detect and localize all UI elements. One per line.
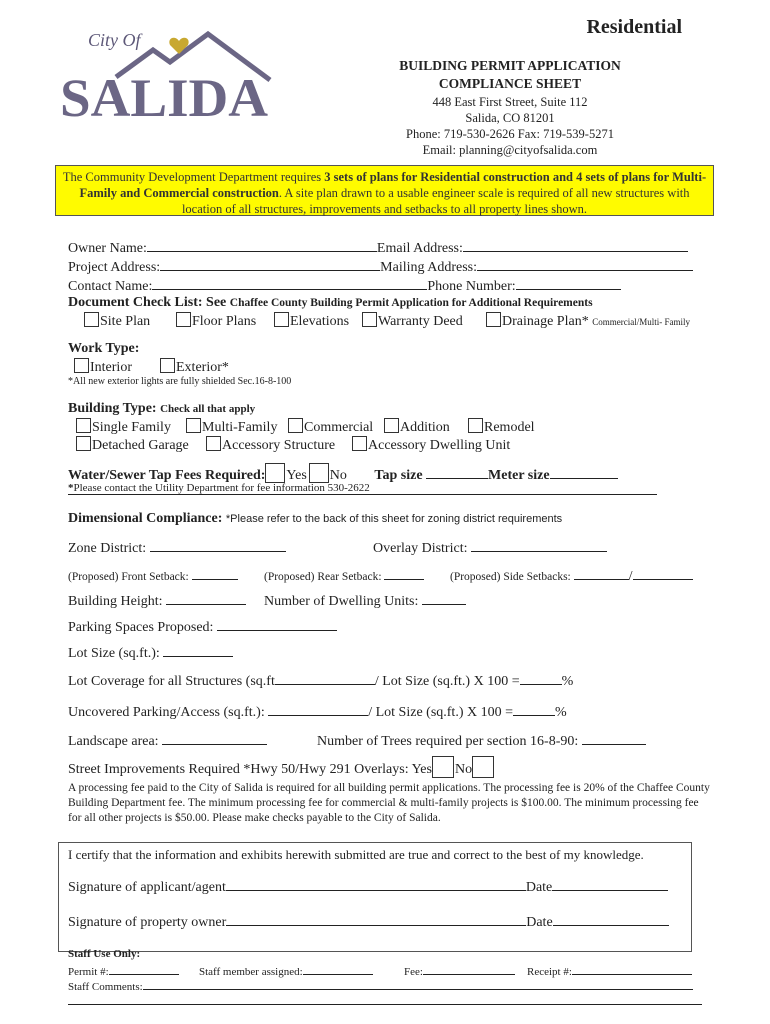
applicant-signature-label: Signature of applicant/agent [68,880,226,895]
permit-number-row [68,963,179,978]
building-height-field[interactable] [166,591,246,605]
front-setback-field[interactable] [192,566,238,580]
staff-comments-line[interactable] [68,1004,702,1005]
contact-name-row [68,276,621,295]
street-improvements-label: Street Improvements Required *Hwy 50/Hwy 291 Overlays: Yes [68,762,432,777]
phone-fax: Phone: 719-530-2626 Fax: 719-539-5271 [406,127,614,141]
checklist-floor-plans[interactable] [176,312,256,330]
email-contact: Email: planning@cityofsalida.com [422,143,598,157]
tap-no-checkbox[interactable] [309,463,329,483]
staff-member-row [199,963,373,978]
project-address-label: Project Address: [68,260,161,275]
commercial-label: Commercial [304,420,374,435]
single-family-checkbox[interactable] [76,418,91,433]
side-setback-slash: / [628,569,633,584]
staff-comments-label: Staff Comments: [68,981,143,993]
building-type-heading [68,401,255,417]
landscape-area-row [68,731,267,750]
checklist-heading-note: Chaffee County Building Permit Application for Additional Requirements [229,297,593,309]
drainage-plan-note: Commercial/Multi- Family [592,317,690,327]
accessory-dwelling-unit-label: Accessory Dwelling Unit [368,438,511,453]
parking-spaces-row [68,617,337,636]
uncovered-parking-field[interactable] [268,702,368,716]
street-improvements-yes-checkbox[interactable] [432,756,454,778]
floor-plans-label: Floor Plans [192,314,257,329]
address-line2: Salida, CO 81201 [465,111,555,125]
work-type-heading: Work Type: [68,341,140,356]
uncovered-parking-label: Uncovered Parking/Access (sq.ft.): [68,705,265,720]
side-setbacks-row [450,566,693,585]
receipt-label: Receipt #: [527,966,572,978]
bt-detached-garage[interactable] [76,436,189,454]
meter-size-label: Meter size [488,468,550,483]
permit-number-label: Permit #: [68,966,109,978]
building-height-label: Building Height: [68,594,163,609]
building-type-label: Building Type: [68,401,157,416]
plans-requirement-notice [55,165,714,216]
bt-accessory-structure[interactable] [206,436,335,454]
building-type-note: Check all that apply [160,403,256,415]
staff-member-field[interactable] [303,963,373,975]
bt-accessory-dwelling-unit[interactable] [352,436,510,454]
overlay-district-row [373,538,607,557]
warranty-deed-label: Warranty Deed [378,314,463,329]
dimensional-heading-label: Dimensional Compliance: [68,511,223,526]
dimensional-compliance-heading [68,511,562,527]
rear-setback-row [264,566,424,583]
commercial-checkbox[interactable] [288,418,303,433]
applicant-date-label: Date [525,880,553,895]
dwelling-units-label: Number of Dwelling Units: [264,594,419,609]
applicant-signature-field[interactable] [226,877,526,891]
email-address-label: Email Address: [376,241,463,256]
address-line1: 448 East First Street, Suite 112 [432,95,588,109]
multi-family-label: Multi-Family [202,420,278,435]
detached-garage-checkbox[interactable] [76,436,91,451]
utility-contact-note [68,482,657,495]
addition-checkbox[interactable] [384,418,399,433]
site-plan-label: Site Plan [100,314,151,329]
tap-no-label: No [329,468,347,483]
lot-coverage-percent-field[interactable] [520,671,562,685]
receipt-row [527,963,692,978]
logo-salida: SALIDA [60,68,268,127]
tap-yes-checkbox[interactable] [265,463,285,483]
email-address-field[interactable] [463,238,688,252]
tap-yes-label: Yes [286,468,307,483]
overlay-district-field[interactable] [471,538,607,552]
lot-coverage-row [68,671,573,690]
document-type: Residential [586,16,682,38]
exterior-label: Exterior* [176,360,229,375]
interior-label: Interior [90,360,132,375]
tap-fees-row [68,463,618,484]
checklist-drainage-plan[interactable] [486,312,690,330]
lot-size-label: Lot Size (sq.ft.): [68,646,160,661]
trees-required-row [317,731,646,750]
accessory-structure-checkbox[interactable] [206,436,221,451]
owner-name-row [68,238,688,257]
project-address-field[interactable] [160,257,380,271]
owner-signature-row [68,912,669,931]
document-checklist-heading [68,295,593,311]
fee-label: Fee: [404,966,423,978]
applicant-signature-row [68,877,668,896]
bt-remodel[interactable] [468,418,535,436]
city-of-salida-logo [58,22,273,127]
exterior-checkbox[interactable] [160,358,175,373]
parking-spaces-label: Parking Spaces Proposed: [68,620,214,635]
staff-comments-field[interactable] [143,978,693,990]
zone-district-label: Zone District: [68,541,147,556]
zone-district-row [68,538,286,557]
bt-addition[interactable] [384,418,450,436]
bt-multi-family[interactable] [186,418,277,436]
side-setback-left-field[interactable] [574,566,629,580]
work-type-interior[interactable] [74,358,132,376]
multi-family-checkbox[interactable] [186,418,201,433]
lot-coverage-field[interactable] [275,671,375,685]
processing-fee-paragraph: A processing fee paid to the City of Salida is required for all building permit applications. The processing fee is 20% of the Chaffee County Building Department fee. The minimum processing fee for commercial & multi-family projects is $100.00. The minimum processing fee for all other projects is $50.00. Please make checks payable to the City of Salida. [68,782,710,824]
staff-comments-row [68,978,693,993]
receipt-field[interactable] [572,963,692,975]
fee-field[interactable] [423,963,515,975]
side-setbacks-label: (Proposed) Side Setbacks: [450,571,571,583]
dwelling-units-row [264,591,466,610]
bt-commercial[interactable] [288,418,373,436]
lot-size-row [68,643,233,662]
parking-spaces-field[interactable] [217,617,337,631]
trees-required-label: Number of Trees required per section 16-8-90: [317,734,579,749]
street-improvements-row [68,756,495,778]
contact-name-label: Contact Name: [68,279,153,294]
meter-size-field[interactable] [550,465,618,479]
notice-text-2: . A site plan drawn to a usable engineer scale is required of all new structures with location of all structures, improvements and setbacks to all property lines shown. [181,186,690,216]
rear-setback-label: (Proposed) Rear Setback: [264,571,382,583]
mailing-address-label: Mailing Address: [380,260,477,275]
drainage-plan-label: Drainage Plan* [502,314,589,329]
tap-size-label: Tap size [374,468,423,483]
owner-signature-label: Signature of property owner [68,915,227,930]
accessory-dwelling-unit-checkbox[interactable] [352,436,367,451]
accessory-structure-label: Accessory Structure [222,438,336,453]
remodel-label: Remodel [484,420,535,435]
project-address-row [68,257,693,276]
site-plan-checkbox[interactable] [84,312,99,327]
detached-garage-label: Detached Garage [92,438,189,453]
notice-bold-text: 3 sets of plans for Residential construction and 4 sets of plans for Multi-Family and Commercial construction [79,170,707,200]
zone-district-field[interactable] [150,538,286,552]
phone-number-field[interactable] [516,276,621,290]
street-improvements-no-checkbox[interactable] [472,756,494,778]
lot-size-field[interactable] [163,643,233,657]
owner-name-label: Owner Name: [68,241,147,256]
interior-checkbox[interactable] [74,358,89,373]
fee-row [404,963,515,978]
owner-date-field[interactable] [553,912,669,926]
front-setback-label: (Proposed) Front Setback: [68,571,189,583]
owner-name-field[interactable] [147,238,377,252]
warranty-deed-checkbox[interactable] [362,312,377,327]
notice-text-1: The Community Development Department requires [62,170,325,184]
uncovered-parking-percent-field[interactable] [513,702,555,716]
tap-fees-label: Water/Sewer Tap Fees Required: [68,468,266,483]
rear-setback-field[interactable] [384,566,424,580]
street-improvements-no-label: No [454,762,473,777]
dwelling-units-field[interactable] [422,591,466,605]
floor-plans-checkbox[interactable] [176,312,191,327]
mailing-address-field[interactable] [477,257,693,271]
checklist-site-plan[interactable] [84,312,150,330]
phone-number-label: Phone Number: [427,279,516,294]
dimensional-heading-note: *Please refer to the back of this sheet for zoning district requirements [225,513,563,525]
uncovered-parking-row [68,702,567,721]
exterior-lights-note: *All new exterior lights are fully shielded Sec.16-8-100 [68,376,292,387]
form-title-line2: COMPLIANCE SHEET [438,76,582,91]
checklist-elevations[interactable] [274,312,349,330]
uncovered-parking-percent-sign: % [554,705,567,720]
elevations-checkbox[interactable] [274,312,289,327]
work-type-exterior[interactable] [160,358,229,376]
front-setback-row [68,566,238,583]
certification-statement: I certify that the information and exhibits herewith submitted are true and correct to the best of my knowledge. [68,847,644,862]
overlay-district-label: Overlay District: [373,541,468,556]
logo-city-of: City Of [88,30,141,50]
elevations-label: Elevations [290,314,350,329]
staff-member-label: Staff member assigned: [199,966,303,978]
utility-note-text: Please contact the Utility Department for fee information 530-2622 [73,482,370,494]
applicant-date-field[interactable] [552,877,668,891]
landscape-area-label: Landscape area: [68,734,159,749]
side-setback-right-field[interactable] [633,566,693,580]
trees-required-field[interactable] [582,731,646,745]
utility-note-star: * [68,482,74,494]
permit-number-field[interactable] [109,963,179,975]
single-family-label: Single Family [92,420,171,435]
lot-coverage-label: Lot Coverage for all Structures (sq.ft [68,674,275,689]
checklist-heading-label: Document Check List: See [68,295,227,310]
addition-label: Addition [400,420,450,435]
tap-size-field[interactable] [426,465,488,479]
drainage-plan-checkbox[interactable] [486,312,501,327]
form-title-line1: BUILDING PERMIT APPLICATION [399,58,621,73]
contact-name-field[interactable] [152,276,427,290]
staff-use-heading: Staff Use Only: [68,948,141,960]
remodel-checkbox[interactable] [468,418,483,433]
checklist-warranty-deed[interactable] [362,312,463,330]
owner-date-label: Date [526,915,553,930]
owner-signature-field[interactable] [226,912,526,926]
lot-coverage-formula: / Lot Size (sq.ft.) X 100 = [374,674,520,689]
lot-coverage-percent-sign: % [561,674,574,689]
bt-single-family[interactable] [76,418,171,436]
landscape-area-field[interactable] [162,731,267,745]
uncovered-parking-formula: / Lot Size (sq.ft.) X 100 = [368,705,513,720]
building-height-row [68,591,246,610]
